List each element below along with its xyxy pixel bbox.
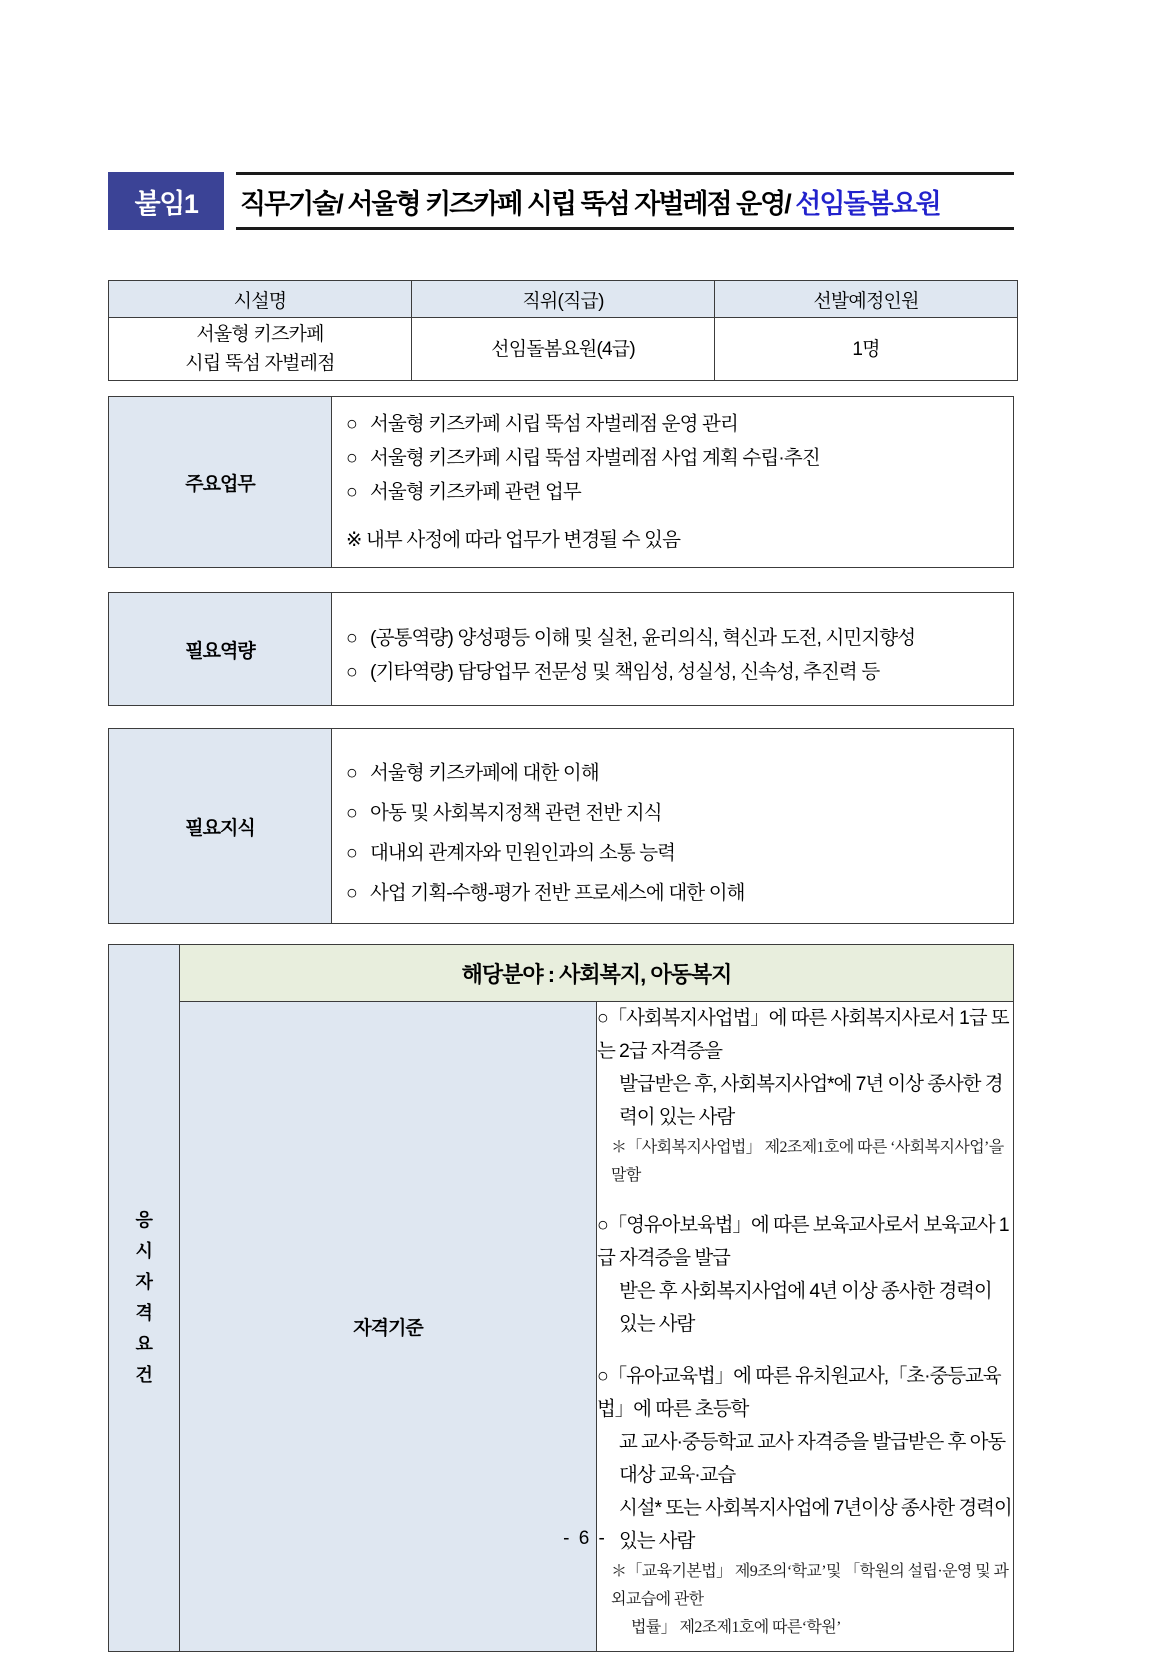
info-table-head [109,281,1018,318]
circle-bullet-icon: ○ [346,413,357,435]
qualification-item-footnote: ＊「교육기본법」 제9조의‘학교’및 「학원의 설립·운영 및 과외교습에 관한 [611,1563,1009,1608]
list-item [346,407,1013,441]
spacer [597,1350,1013,1360]
title-highlight-text: 선임돌봄요원 [795,188,940,219]
list-item [346,621,1013,655]
list-item [346,655,1013,689]
qualification-item-line2: 받은 후 사회복지사업에 4년 이상 종사한 경력이 있는 사람 [619,1280,992,1335]
section-main-duties [108,396,1014,568]
cell-facility-name [109,318,412,381]
section-required-competencies [108,592,1014,706]
attachment-badge: 붙임1 [108,172,224,230]
list-item-label: 서울형 키즈카페 시립 뚝섬 자벌레점 운영 관리 [370,413,738,435]
title-bar [236,172,1014,230]
circle-bullet-icon: ○ [346,882,357,904]
section-required-knowledge [108,728,1014,924]
qualification-item [597,1002,1013,1190]
section-content-required-competencies [332,593,1014,706]
facility-info-table [108,280,1018,381]
section-label-required-knowledge: 필요지식 [109,729,332,924]
list-item-label: 서울형 키즈카페에 대한 이해 [370,762,599,784]
list-item-label: 아동 및 사회복지정책 관련 전반 지식 [370,802,662,824]
info-table-body [109,318,1018,381]
facility-name-line2: 시립 뚝섬 자벌레점 [185,353,335,374]
cell-position: 선임돌봄요원(4급) [412,318,715,381]
page-title [236,182,940,221]
qualification-item [597,1360,1013,1642]
list-item-label: 대내외 관계자와 민원인과의 소통 능력 [370,842,676,864]
list-item-label: 사업 기획-수행-평가 전반 프로세스에 대한 이해 [370,882,745,904]
list-item-label: 서울형 키즈카페 관련 업무 [370,481,581,503]
title-row [108,172,1014,230]
qualification-vertical-label-text: 응 시 자 격 요 건 [135,1210,153,1385]
table-row [109,945,1014,1002]
circle-bullet-icon: ○ [346,842,357,864]
section-label-required-competencies: 필요역량 [109,593,332,706]
qualification-item-line1: ○「유아교육법」에 따른 유치원교사,「초·중등교육법」에 따른 초등학 [597,1365,1001,1420]
section-label-main-duties: 주요업무 [109,397,332,568]
spacer [597,1199,1013,1209]
qualification-item-line1: ○「사회복지사업법」에 따른 사회복지사로서 1급 또는 2급 자격증을 [597,1007,1009,1062]
section-content-main-duties [332,397,1014,568]
circle-bullet-icon: ○ [346,802,357,824]
qualification-criteria-label: 자격기준 [180,1002,597,1652]
list-item [346,441,1013,475]
list-item-label: 서울형 키즈카페 시립 뚝섬 자벌레점 사업 계획 수립·추진 [370,447,820,469]
qualification-item-line1: ○「영유아보육법」에 따른 보육교사로서 보육교사 1급 자격증을 발급 [597,1214,1009,1269]
list-item-label: (기타역량) 담당업무 전문성 및 책임성, 성실성, 신속성, 추진력 등 [370,661,880,683]
table-row [109,593,1014,706]
list-item [346,833,1013,873]
table-row [109,318,1018,381]
section-content-required-knowledge [332,729,1014,924]
list-item [346,753,1013,793]
page-title-block [108,172,1014,230]
col-header-headcount: 선발예정인원 [715,281,1018,318]
col-header-facility: 시설명 [109,281,412,318]
qualification-item-line3: 시설* 또는 사회복지사업에 7년이상 종사한 경력이 있는 사람 [619,1497,1012,1552]
qualification-item-line2: 발급받은 후, 사회복지사업*에 7년 이상 종사한 경력이 있는 사람 [619,1073,1003,1128]
table-row [109,397,1014,568]
circle-bullet-icon: ○ [346,481,357,503]
qualification-item [597,1209,1013,1341]
table-row [109,281,1018,318]
qualification-item-footnote: ＊「사회복지사업법」 제2조제1호에 따른 ‘사회복지사업’을 말함 [611,1139,1004,1184]
circle-bullet-icon: ○ [346,627,357,649]
cell-headcount: 1명 [715,318,1018,381]
list-item-label: (공통역량) 양성평등 이해 및 실천, 윤리의식, 혁신과 도전, 시민지향성 [370,627,916,649]
facility-name-line1: 서울형 키즈카페 [196,324,324,345]
page-number: - 6 - [563,1528,607,1549]
circle-bullet-icon: ○ [346,447,357,469]
col-header-position: 직위(직급) [412,281,715,318]
circle-bullet-icon: ○ [346,762,357,784]
title-main-text: 직무기술/ 서울형 키즈카페 시립 뚝섬 자벌레점 운영/ [240,188,796,219]
circle-bullet-icon: ○ [346,661,357,683]
qualification-item-line2: 교 교사·중등학교 교사 자격증을 발급받은 후 아동 대상 교육·교습 [619,1431,1006,1486]
qualification-field-header: 해당분야 : 사회복지, 아동복지 [180,945,1014,1002]
table-row [109,729,1014,924]
list-item [346,793,1013,833]
qualification-criteria-body [597,1002,1014,1652]
section-note-main-duties: ※ 내부 사정에 따라 업무가 변경될 수 있음 [346,529,681,551]
qualification-item-footnote-cont: 법률」 제2조제1호에 따른‘학원’ [631,1619,841,1636]
table-row [109,1002,1014,1652]
list-item [346,873,1013,913]
list-item [346,475,1013,509]
